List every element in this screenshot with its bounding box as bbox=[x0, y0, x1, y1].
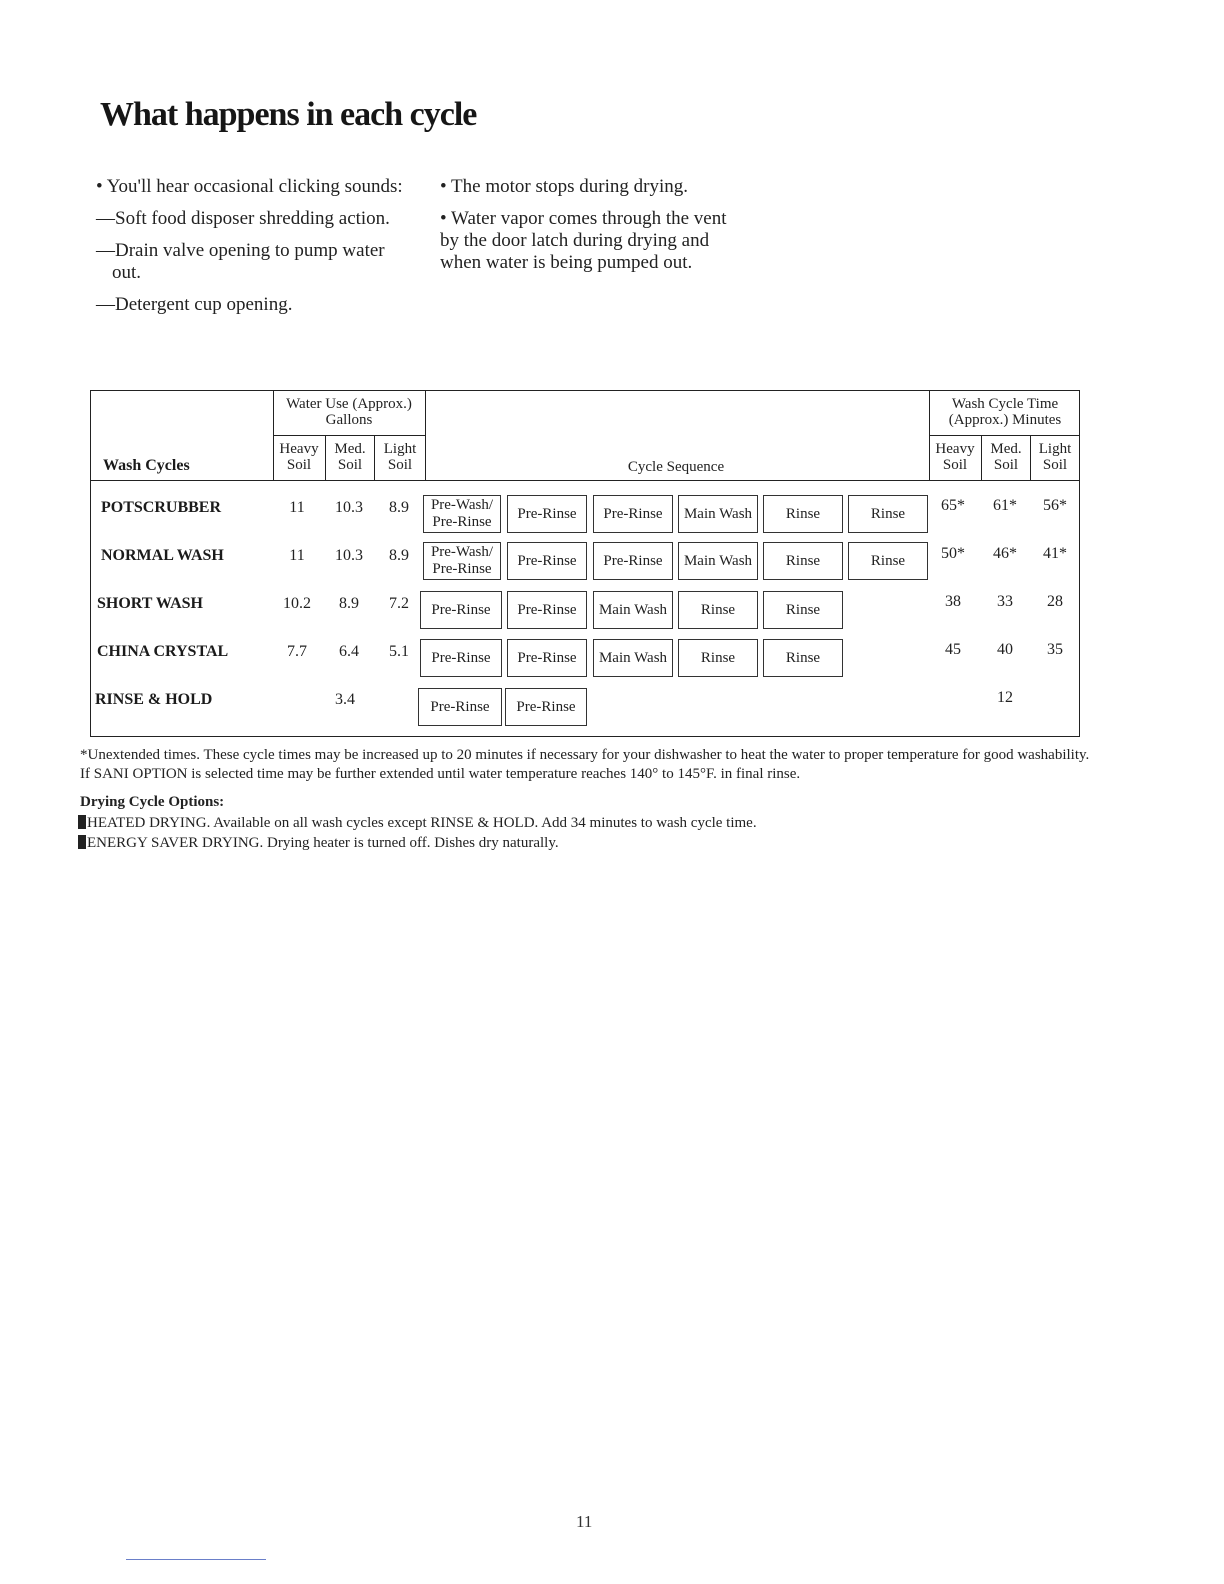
time-value: 46* bbox=[993, 545, 1017, 562]
cycle-name: CHINA CRYSTAL bbox=[97, 643, 229, 660]
margin-mark-icon bbox=[78, 835, 86, 849]
clicking-sounds-intro: • You'll hear occasional clicking sounds: bbox=[96, 176, 403, 197]
time-heavy-soil-header: Heavy Soil bbox=[935, 441, 975, 473]
time-value: 41* bbox=[1043, 545, 1067, 562]
sequence-step: Pre-Rinse bbox=[420, 591, 502, 629]
time-value: 50* bbox=[941, 545, 965, 562]
sequence-step: Rinse bbox=[763, 495, 843, 533]
sequence-step: Main Wash bbox=[593, 639, 673, 677]
time-light-soil-header: Light Soil bbox=[1038, 441, 1072, 473]
cycle-name: NORMAL WASH bbox=[101, 547, 224, 564]
water-value: 7.7 bbox=[287, 643, 307, 660]
time-value: 61* bbox=[993, 497, 1017, 514]
list-item: —Drain valve opening to pump water out. bbox=[96, 240, 385, 283]
time-value: 56* bbox=[1043, 497, 1067, 514]
time-value: 35 bbox=[1047, 641, 1063, 658]
wash-cycles-header: Wash Cycles bbox=[103, 457, 190, 474]
page-title: What happens in each cycle bbox=[100, 96, 477, 133]
sequence-step: Rinse bbox=[848, 542, 928, 580]
time-value: 28 bbox=[1047, 593, 1063, 610]
time-value: 65* bbox=[941, 497, 965, 514]
sequence-step: Rinse bbox=[678, 591, 758, 629]
water-value: 10.3 bbox=[335, 499, 363, 516]
wash-cycle-table bbox=[90, 390, 1080, 737]
time-header: Wash Cycle Time (Approx.) Minutes bbox=[948, 396, 1062, 428]
sequence-step: Rinse bbox=[763, 639, 843, 677]
time-value: 12 bbox=[997, 689, 1013, 706]
margin-mark-icon bbox=[78, 815, 86, 829]
sequence-step: Pre-Rinse bbox=[420, 639, 502, 677]
sequence-step: Main Wash bbox=[593, 591, 673, 629]
water-value: 8.9 bbox=[389, 547, 409, 564]
sequence-step: Rinse bbox=[763, 591, 843, 629]
page-number: 11 bbox=[576, 1512, 593, 1531]
heated-drying-note bbox=[78, 815, 757, 832]
water-value: 8.9 bbox=[339, 595, 359, 612]
footer-rule bbox=[126, 1559, 266, 1560]
sequence-step: Pre-Rinse bbox=[418, 688, 502, 726]
cycle-sequence-header: Cycle Sequence bbox=[627, 459, 725, 475]
cycle-name: POTSCRUBBER bbox=[101, 499, 222, 516]
water-value: 11 bbox=[289, 499, 305, 516]
cycle-name: RINSE & HOLD bbox=[95, 691, 213, 708]
sequence-step: Main Wash bbox=[678, 542, 758, 580]
sequence-step: Pre-Wash/ Pre-Rinse bbox=[423, 542, 501, 580]
clicking-sounds-list bbox=[96, 176, 416, 322]
water-value: 3.4 bbox=[335, 691, 355, 708]
sequence-step: Pre-Rinse bbox=[507, 495, 587, 533]
water-value: 11 bbox=[289, 547, 305, 564]
energy-saver-drying-note bbox=[78, 835, 559, 852]
sequence-step: Rinse bbox=[848, 495, 928, 533]
water-heavy-soil-header: Heavy Soil bbox=[279, 441, 319, 473]
sequence-step: Pre-Rinse bbox=[507, 639, 587, 677]
sequence-step: Main Wash bbox=[678, 495, 758, 533]
water-value: 6.4 bbox=[339, 643, 359, 660]
sequence-step: Pre-Rinse bbox=[505, 688, 587, 726]
list-item: • The motor stops during drying. bbox=[440, 176, 689, 197]
water-med-soil-header: Med. Soil bbox=[334, 441, 366, 473]
sequence-step: Rinse bbox=[763, 542, 843, 580]
time-value: 40 bbox=[997, 641, 1013, 658]
sequence-step: Pre-Rinse bbox=[593, 542, 673, 580]
sequence-step: Pre-Rinse bbox=[593, 495, 673, 533]
water-value: 5.1 bbox=[389, 643, 409, 660]
water-use-header: Water Use (Approx.) Gallons bbox=[286, 396, 412, 428]
list-item: —Soft food disposer shredding action. bbox=[96, 208, 390, 229]
water-light-soil-header: Light Soil bbox=[383, 441, 417, 473]
sequence-step: Pre-Rinse bbox=[507, 542, 587, 580]
list-item: • Water vapor comes through the vent by the door latch during drying and when water is being pumped out. bbox=[440, 208, 727, 273]
heated-drying-text: HEATED DRYING. Available on all wash cycles except RINSE & HOLD. Add 34 minutes to wash cycle time. bbox=[87, 815, 757, 831]
time-med-soil-header: Med. Soil bbox=[990, 441, 1022, 473]
footnote: *Unextended times. These cycle times may be increased up to 20 minutes if necessary for your dishwasher to heat the water to proper temperature for good washability. If SANI OPTION is selected time may be further extended until water temperature reaches 140° to 145°F. in final rinse. bbox=[80, 747, 1090, 782]
time-value: 33 bbox=[997, 593, 1013, 610]
water-value: 7.2 bbox=[389, 595, 409, 612]
cycle-name: SHORT WASH bbox=[97, 595, 203, 612]
sequence-step: Pre-Rinse bbox=[507, 591, 587, 629]
water-value: 10.3 bbox=[335, 547, 363, 564]
drying-notes-list bbox=[440, 176, 740, 280]
time-value: 45 bbox=[945, 641, 961, 658]
time-value: 38 bbox=[945, 593, 961, 610]
list-item: —Detergent cup opening. bbox=[96, 294, 293, 315]
sequence-step: Rinse bbox=[678, 639, 758, 677]
energy-saver-drying-text: ENERGY SAVER DRYING. Drying heater is turned off. Dishes dry naturally. bbox=[87, 835, 559, 851]
water-value: 8.9 bbox=[389, 499, 409, 516]
sequence-step: Pre-Wash/ Pre-Rinse bbox=[423, 495, 501, 533]
drying-options-heading: Drying Cycle Options: bbox=[80, 794, 225, 810]
water-value: 10.2 bbox=[283, 595, 311, 612]
